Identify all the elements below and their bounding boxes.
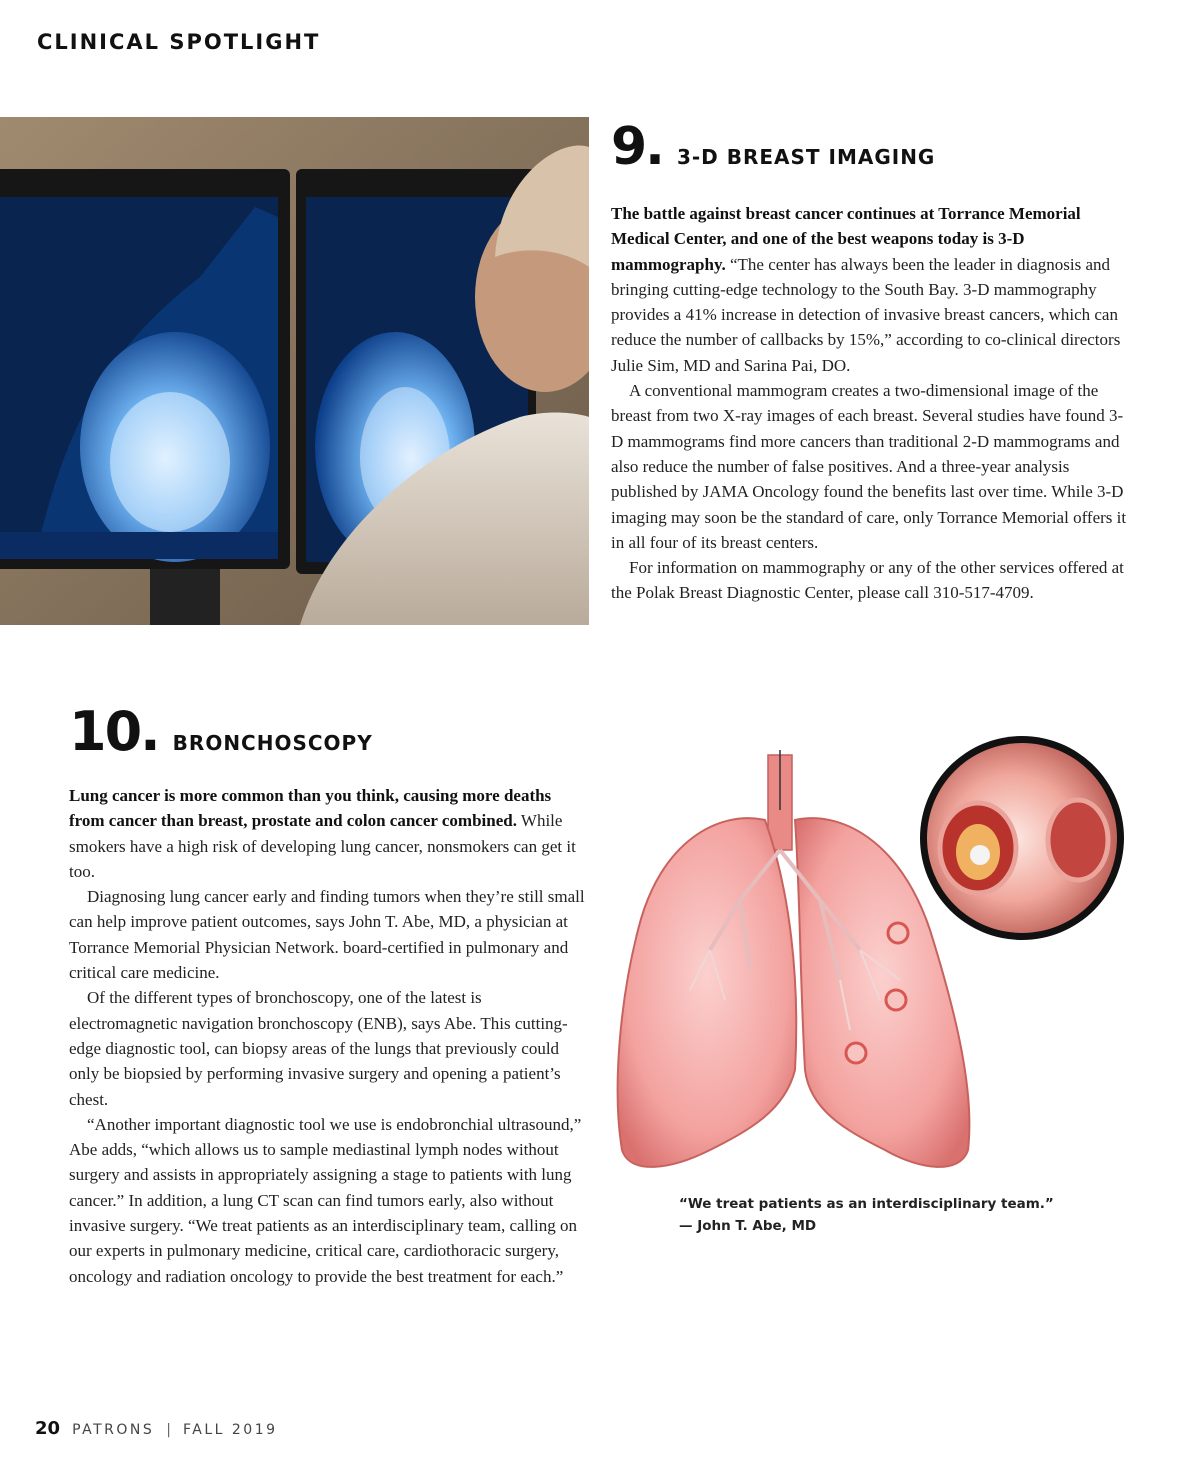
section-title: BRONCHOSCOPY [172, 731, 373, 755]
section-10-body [69, 783, 587, 1289]
pull-quote [679, 1193, 1054, 1237]
lead-sentence: Lung cancer is more common than you think, causing more deaths from cancer than breast, prostate and colon cancer combined. [69, 786, 552, 831]
mammogram-photo [0, 117, 589, 625]
paragraph: For information on mammography or any of the other services offered at the Polak Breast Diagnostic Center, please call 310-517-4709. [611, 558, 1124, 603]
pull-quote-text: “We treat patients as an interdisciplinary team.” [679, 1196, 1054, 1212]
lead-sentence: The battle against breast cancer continues at Torrance Memorial Medical Center, and one of the best weapons today is 3-D mammography. [611, 204, 1081, 274]
paragraph: A conventional mammogram creates a two-dimensional image of the breast from two X-ray images of each breast. Several studies have found 3-D mammograms find more cancers than traditional 2-D mammograms and also reduce the number of false positives. And a three-year analysis published by JAMA Oncology found the benefits last over time. While 3-D imaging may soon be the standard of care, only Torrance Memorial offers it in all four of its breast centers. [611, 381, 1127, 552]
issue-date: FALL 2019 [182, 1422, 278, 1438]
paragraph: Of the different types of bronchoscopy, one of the latest is electromagnetic navigation bronchoscopy (ENB), says Abe. This cutting-edge diagnostic tool, can biopsy areas of the lungs that previously could only be biopsied by performing invasive surgery and opening a patient’s chest. [69, 988, 568, 1109]
section-number: 9. [611, 117, 663, 177]
paragraph: “Another important diagnostic tool we use is endobronchial ultrasound,” Abe adds, “which allows us to sample mediastinal lymph nodes without surgery and assists in appropriately assigning a stage to patients with lung cancer.” In addition, a lung CT scan can find tumors early, also without invasive surgery. “We treat patients as an interdisciplinary team, calling on our experts in pulmonary medicine, critical care, cardiothoracic surgery, oncology and radiation oncology to provide the best treatment for each.” [69, 1114, 582, 1286]
paragraph-text: While smokers have a high risk of developing lung cancer, nonsmokers can get it too. [69, 811, 576, 881]
section-9-body [611, 201, 1133, 606]
lung-illustration [600, 730, 1140, 1180]
paragraph: Diagnosing lung cancer early and finding tumors when they’re still small can help improve patient outcomes, says John T. Abe, MD, a physician at Torrance Memorial Physician Network. board-certified in pulmonary and critical care medicine. [69, 887, 585, 983]
footer-separator: | [166, 1422, 171, 1438]
section-number: 10. [69, 700, 159, 763]
page-footer [35, 1418, 278, 1439]
paragraph [611, 201, 1133, 378]
paragraph-text: “The center has always been the leader in diagnosis and bringing cutting-edge technology to the South Bay. 3-D mammography provides a 41% increase in detection of invasive breast cancers, which can reduce the number of callbacks by 15%,” according to co-clinical directors Julie Sim, MD and Sarina Pai, DO. [611, 254, 1121, 375]
section-10-heading [69, 700, 373, 763]
section-kicker: CLINICAL SPOTLIGHT [37, 30, 321, 54]
page-number: 20 [35, 1418, 61, 1439]
section-title: 3-D BREAST IMAGING [676, 145, 936, 169]
section-9-heading [611, 117, 935, 177]
publication-name: PATRONS [72, 1422, 155, 1438]
pull-quote-attribution: — John T. Abe, MD [679, 1218, 817, 1234]
paragraph [69, 783, 587, 884]
